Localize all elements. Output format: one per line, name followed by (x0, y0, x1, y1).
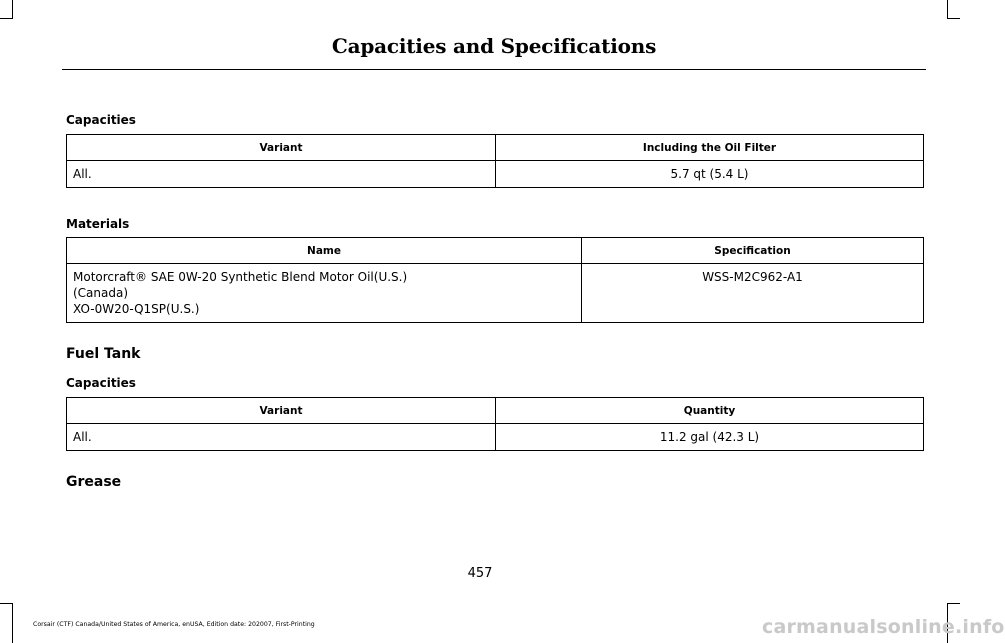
table-header-row (67, 135, 924, 161)
oil-capacities-table (66, 134, 924, 188)
fuel-tank-heading: Fuel Tank (66, 346, 141, 362)
table-header-variant: Variant (67, 398, 496, 424)
title-divider (62, 69, 926, 70)
capacities-heading: Capacities (66, 376, 136, 390)
table-header-including-oil-filter: Including the Oil Filter (496, 135, 924, 161)
table-cell-specification: WSS-M2C962-A1 (582, 264, 924, 323)
table-header-row (67, 238, 924, 264)
table-row (67, 161, 924, 188)
crop-mark (12, 603, 13, 643)
table-cell-quantity: 11.2 gal (42.3 L) (496, 424, 924, 451)
watermark: carmanualsonline.info (762, 616, 1005, 638)
crop-mark (0, 18, 13, 19)
crop-mark (12, 0, 13, 18)
page-number: 457 (467, 566, 493, 581)
crop-mark (947, 18, 960, 19)
table-header-row (67, 398, 924, 424)
table-cell-variant: All. (67, 161, 496, 188)
table-cell-name (67, 264, 582, 323)
oil-name-line: (Canada) (73, 286, 129, 300)
table-cell-variant: All. (67, 424, 496, 451)
oil-name-line: XO-0W20-Q1SP(U.S.) (73, 302, 200, 316)
crop-mark (0, 603, 13, 604)
materials-table (66, 237, 924, 323)
table-header-specification: Specification (582, 238, 924, 264)
table-header-name: Name (67, 238, 582, 264)
footer-edition-text: Corsair (CTF) Canada/United States of America, enUSA, Edition date: 202007, First-Printing (33, 621, 315, 628)
materials-heading: Materials (66, 217, 130, 231)
page-title: Capacities and Specifications (331, 34, 657, 58)
crop-mark (947, 603, 960, 604)
table-header-variant: Variant (67, 135, 496, 161)
table-row (67, 424, 924, 451)
table-cell-capacity: 5.7 qt (5.4 L) (496, 161, 924, 188)
table-row (67, 264, 924, 323)
fuel-capacities-table (66, 397, 924, 451)
capacities-heading: Capacities (66, 113, 136, 127)
grease-heading: Grease (66, 474, 122, 490)
crop-mark (947, 0, 948, 18)
oil-name-line: Motorcraft® SAE 0W-20 Synthetic Blend Motor Oil(U.S.) (73, 270, 408, 284)
table-header-quantity: Quantity (496, 398, 924, 424)
